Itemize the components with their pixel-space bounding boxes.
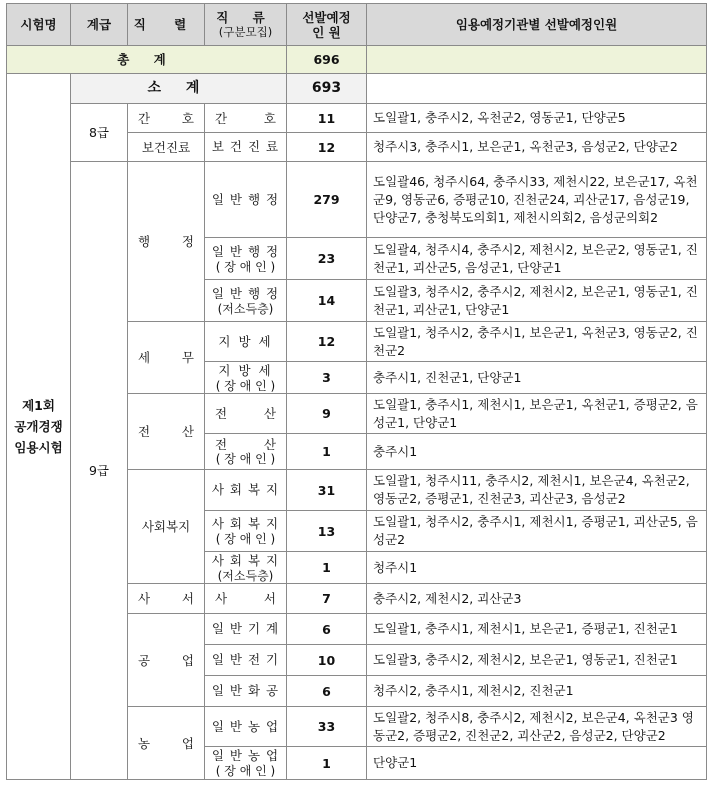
subtotal-label-text: 소 계 bbox=[147, 80, 210, 96]
grade-9: 9급 bbox=[71, 162, 128, 780]
count-cell: 11 bbox=[287, 104, 367, 133]
job-cell bbox=[205, 322, 287, 362]
job-main: 지 방 세 bbox=[218, 362, 273, 378]
job-cell bbox=[205, 434, 287, 470]
exam-name-line3: 임용시험 bbox=[14, 440, 63, 455]
count-cell: 1 bbox=[287, 434, 367, 470]
job-main: 사 회 복 지 bbox=[211, 482, 280, 497]
job-cell bbox=[205, 470, 287, 511]
total-count: 696 bbox=[287, 46, 367, 74]
job-cell bbox=[205, 511, 287, 552]
job-a: 전 bbox=[215, 406, 228, 421]
count-cell: 6 bbox=[287, 676, 367, 707]
grade-8: 8급 bbox=[71, 104, 128, 162]
series-agri bbox=[128, 707, 205, 780]
series-tax-a: 세 bbox=[138, 350, 151, 365]
series-welfare: 사회복지 bbox=[128, 470, 205, 584]
header-count-line1: 선발예정 bbox=[302, 9, 351, 25]
job-note: ( 장 애 인 ) bbox=[215, 452, 276, 466]
job-a: 사 bbox=[215, 591, 228, 606]
job-cell bbox=[205, 162, 287, 238]
count-cell: 279 bbox=[287, 162, 367, 238]
header-row bbox=[7, 4, 707, 46]
series-industry-b: 업 bbox=[181, 652, 194, 668]
job-cell bbox=[205, 676, 287, 707]
job-cell bbox=[205, 362, 287, 394]
job-note: ( 장 애 인 ) bbox=[215, 764, 276, 778]
job-a: 간 bbox=[215, 110, 228, 126]
series-archive bbox=[128, 584, 205, 614]
agencies-cell: 청주시2, 충주시1, 제천시2, 진천군1 bbox=[367, 676, 707, 707]
recruitment-table bbox=[6, 3, 707, 780]
job-b: 서 bbox=[263, 591, 276, 606]
series-admin-b: 정 bbox=[181, 234, 194, 249]
job-a: 전 bbox=[215, 437, 228, 452]
count-cell: 9 bbox=[287, 394, 367, 434]
series-admin bbox=[128, 162, 205, 322]
agencies-cell: 도일괄1, 충주시2, 옥천군2, 영동군1, 단양군5 bbox=[367, 104, 707, 133]
job-note: ( 장 애 인 ) bbox=[215, 259, 276, 274]
job-b: 호 bbox=[263, 110, 276, 126]
total-agencies bbox=[367, 46, 707, 74]
job-main: 일 반 전 기 bbox=[211, 652, 280, 667]
header-job bbox=[205, 4, 287, 46]
agencies-cell: 충주시2, 제천시2, 괴산군3 bbox=[367, 584, 707, 614]
job-cell bbox=[205, 614, 287, 645]
job-main: 일 반 행 정 bbox=[211, 191, 280, 207]
series-tax bbox=[128, 322, 205, 394]
series-industry-a: 공 bbox=[138, 652, 151, 668]
count-cell: 10 bbox=[287, 645, 367, 676]
subtotal-count: 693 bbox=[287, 74, 367, 104]
agencies-cell: 도일괄1, 청주시11, 충주시2, 제천시1, 보은군4, 옥천군2, 영동군2, 증평군1, 진천군3, 괴산군3, 음성군2 bbox=[367, 470, 707, 511]
job-cell bbox=[205, 394, 287, 434]
header-count-line2: 인 원 bbox=[312, 24, 341, 40]
agencies-cell: 청주시3, 충주시1, 보은군1, 옥천군3, 음성군2, 단양군2 bbox=[367, 133, 707, 162]
agencies-cell: 도일괄3, 충주시2, 제천시2, 보은군1, 영동군1, 진천군1 bbox=[367, 645, 707, 676]
total-row bbox=[7, 46, 707, 74]
header-series-label: 직 렬 bbox=[133, 17, 199, 32]
series-industry bbox=[128, 614, 205, 707]
agencies-cell: 도일괄46, 청주시64, 충주시33, 제천시22, 보은군17, 옥천군9, 영동군6, 증평군10, 진천군24, 괴산군17, 음성군19, 단양군7, 충청북도의회1, 제천시의회2, 음성군의회2 bbox=[367, 162, 707, 238]
agencies-cell: 도일괄1, 청주시2, 충주시1, 보은군1, 옥천군3, 영동군2, 진천군2 bbox=[367, 322, 707, 362]
agencies-cell: 충주시1 bbox=[367, 434, 707, 470]
agencies-cell: 도일괄1, 충주시1, 제천시1, 보은군1, 옥천군1, 증평군2, 음성군1, 단양군1 bbox=[367, 394, 707, 434]
header-grade: 계급 bbox=[71, 4, 128, 46]
series-agri-b: 업 bbox=[181, 735, 194, 751]
job-cell bbox=[205, 552, 287, 584]
total-label-text: 총 계 bbox=[117, 52, 176, 67]
agencies-cell: 충주시1, 진천군1, 단양군1 bbox=[367, 362, 707, 394]
job-note: ( 장 애 인 ) bbox=[215, 378, 276, 393]
subtotal-agencies bbox=[367, 74, 707, 104]
count-cell: 14 bbox=[287, 280, 367, 322]
job-main: 일 반 기 계 bbox=[211, 621, 280, 636]
job-cell bbox=[205, 747, 287, 780]
agencies-cell: 도일괄1, 청주시2, 충주시1, 제천시1, 증평군1, 괴산군5, 음성군2 bbox=[367, 511, 707, 552]
series-it bbox=[128, 394, 205, 470]
count-cell: 12 bbox=[287, 133, 367, 162]
total-label bbox=[7, 46, 287, 74]
job-cell bbox=[205, 280, 287, 322]
job-cell bbox=[205, 645, 287, 676]
job-main: 일 반 농 업 bbox=[211, 718, 280, 734]
job-main: 사 회 복 지 bbox=[211, 516, 280, 531]
exam-name-line1: 제1회 bbox=[22, 398, 55, 413]
series-it-b: 산 bbox=[181, 424, 194, 439]
header-series bbox=[128, 4, 205, 46]
count-cell: 1 bbox=[287, 747, 367, 780]
count-cell: 3 bbox=[287, 362, 367, 394]
series-archive-b: 서 bbox=[181, 591, 194, 606]
series-archive-a: 사 bbox=[138, 591, 151, 606]
series-nursing-b: 호 bbox=[181, 110, 194, 126]
series-tax-b: 무 bbox=[181, 350, 194, 365]
exam-name-line2: 공개경쟁 bbox=[14, 419, 63, 434]
series-health: 보건진료 bbox=[128, 133, 205, 162]
header-count bbox=[287, 4, 367, 46]
series-admin-a: 행 bbox=[138, 234, 151, 249]
subtotal-row bbox=[7, 74, 707, 104]
series-nursing bbox=[128, 104, 205, 133]
header-agencies: 임용예정기관별 선발예정인원 bbox=[367, 4, 707, 46]
job-cell bbox=[205, 584, 287, 614]
agencies-cell: 도일괄1, 충주시1, 제천시1, 보은군1, 증평군1, 진천군1 bbox=[367, 614, 707, 645]
series-nursing-a: 간 bbox=[138, 110, 151, 126]
job-cell bbox=[205, 238, 287, 280]
job-main: 보 건 진 료 bbox=[211, 139, 280, 154]
count-cell: 33 bbox=[287, 707, 367, 747]
table-row bbox=[7, 104, 707, 133]
job-b: 산 bbox=[263, 406, 276, 421]
job-cell bbox=[205, 707, 287, 747]
series-agri-a: 농 bbox=[138, 735, 151, 751]
exam-name bbox=[7, 74, 71, 780]
agencies-cell: 도일괄4, 청주시4, 충주시2, 제천시2, 보은군2, 영동군1, 진천군1, 괴산군5, 음성군1, 단양군1 bbox=[367, 238, 707, 280]
count-cell: 13 bbox=[287, 511, 367, 552]
count-cell: 1 bbox=[287, 552, 367, 584]
recruitment-table-container bbox=[6, 3, 706, 780]
agencies-cell: 단양군1 bbox=[367, 747, 707, 780]
job-cell bbox=[205, 133, 287, 162]
agencies-cell: 청주시1 bbox=[367, 552, 707, 584]
job-main: 일 반 행 정 bbox=[211, 285, 280, 301]
job-main: 일 반 화 공 bbox=[211, 683, 280, 698]
job-cell bbox=[205, 104, 287, 133]
job-main: 일 반 행 정 bbox=[211, 243, 280, 259]
table-row bbox=[7, 162, 707, 238]
header-job-label: 직 류 bbox=[216, 10, 275, 25]
job-main: 지 방 세 bbox=[218, 333, 273, 349]
header-job-note: (구분모집) bbox=[218, 25, 273, 39]
subtotal-label bbox=[71, 74, 287, 104]
count-cell: 31 bbox=[287, 470, 367, 511]
count-cell: 12 bbox=[287, 322, 367, 362]
series-it-a: 전 bbox=[138, 424, 151, 439]
agencies-cell: 도일괄2, 청주시8, 충주시2, 제천시2, 보은군4, 옥천군3 영동군2, 증평군2, 진천군2, 괴산군2, 음성군2, 단양군2 bbox=[367, 707, 707, 747]
job-note: (저소득층) bbox=[217, 568, 274, 583]
count-cell: 6 bbox=[287, 614, 367, 645]
job-main: 사 회 복 지 bbox=[211, 552, 280, 568]
header-exam: 시험명 bbox=[7, 4, 71, 46]
job-note: (저소득층) bbox=[217, 301, 274, 316]
job-main: 일 반 농 업 bbox=[211, 748, 280, 763]
job-note: ( 장 애 인 ) bbox=[215, 532, 276, 546]
count-cell: 7 bbox=[287, 584, 367, 614]
agencies-cell: 도일괄3, 청주시2, 충주시2, 제천시2, 보은군1, 영동군1, 진천군1, 괴산군1, 단양군1 bbox=[367, 280, 707, 322]
count-cell: 23 bbox=[287, 238, 367, 280]
job-b: 산 bbox=[263, 437, 276, 452]
